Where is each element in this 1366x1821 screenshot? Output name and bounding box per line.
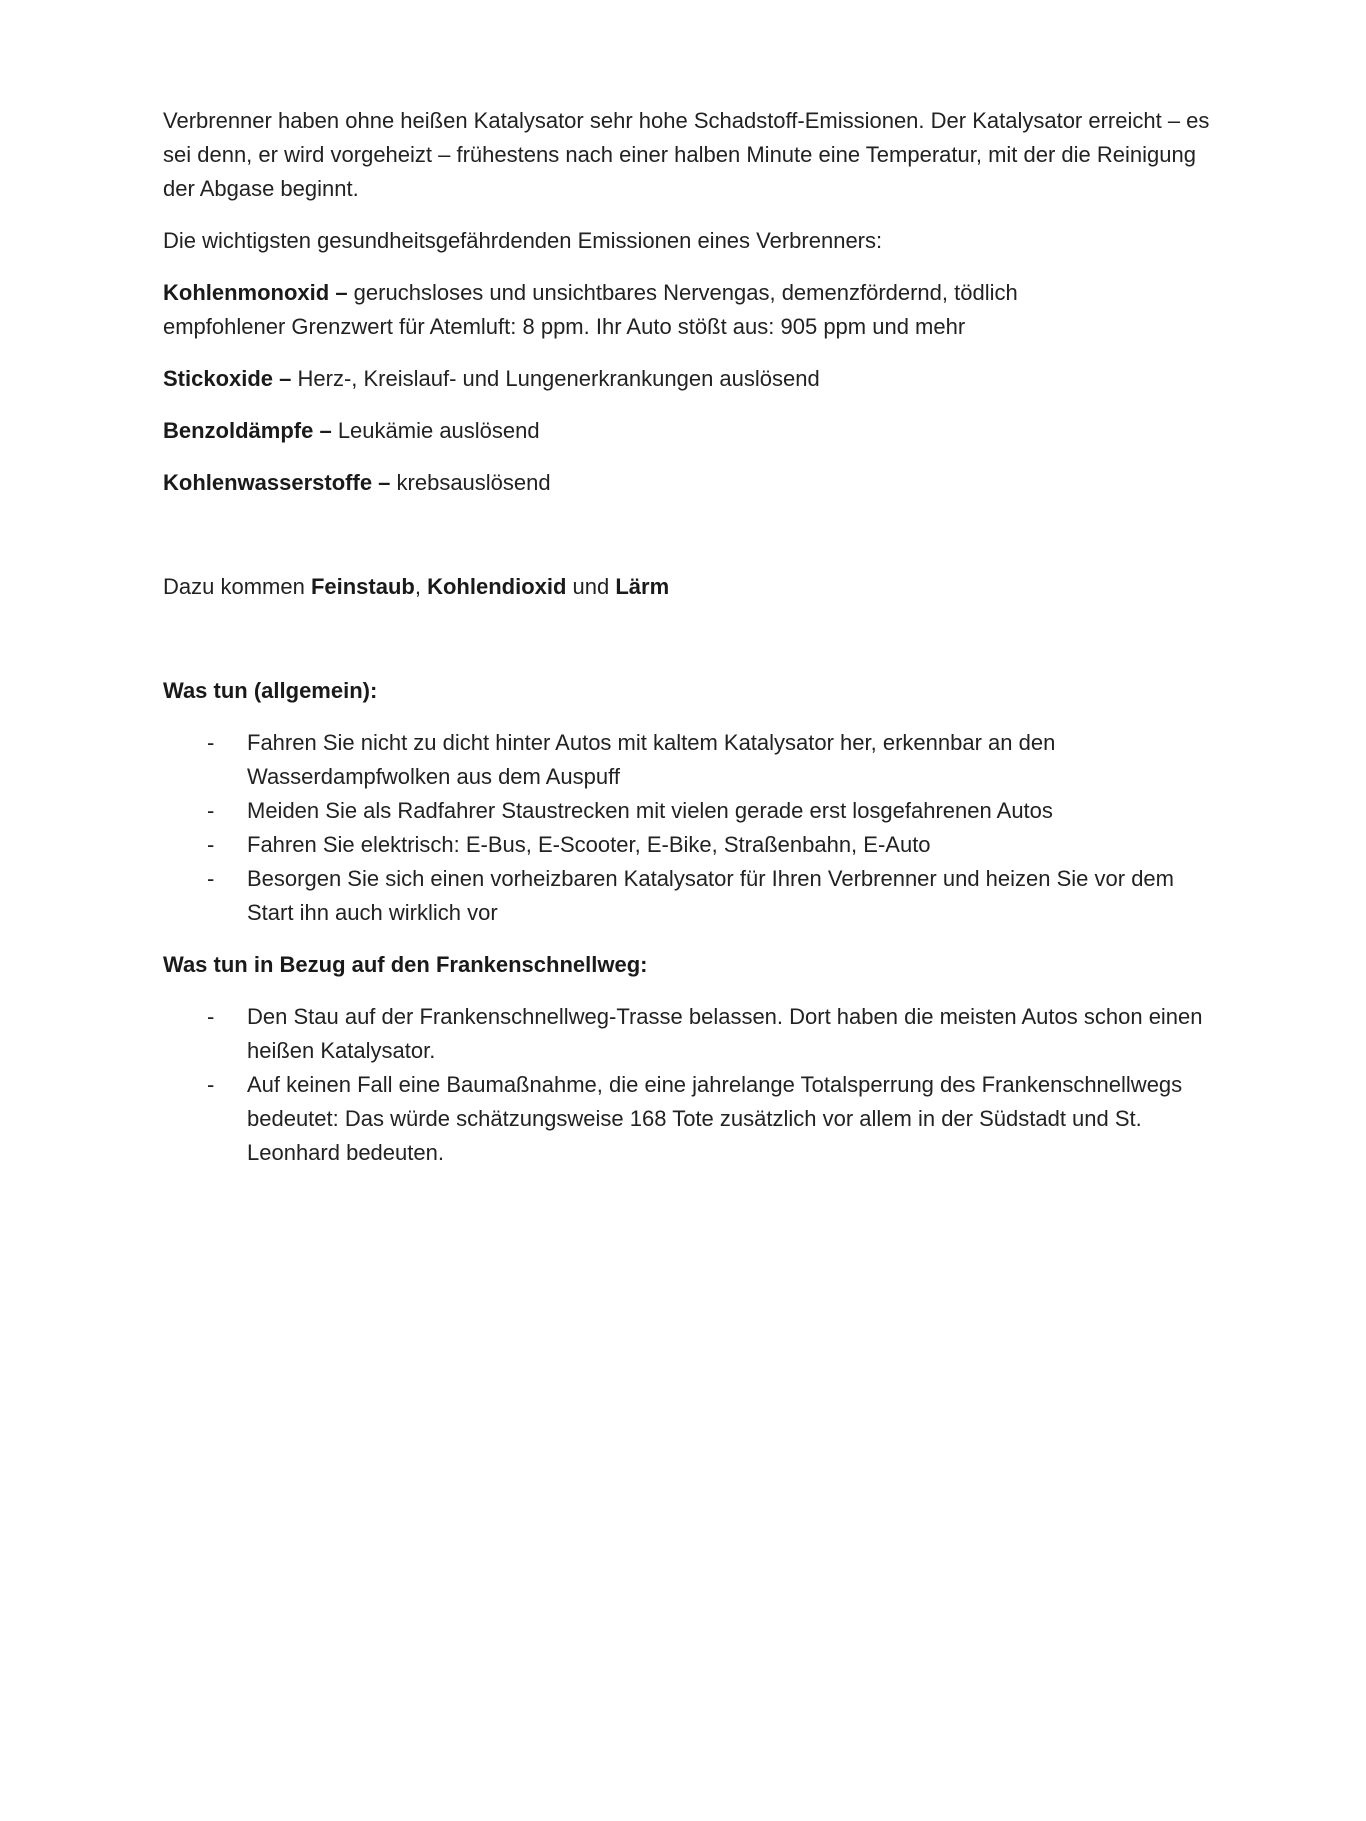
- emission-term: Kohlenwasserstoffe –: [163, 470, 391, 495]
- emission-text: geruchsloses und unsichtbares Nervengas, demenzfördernd, tödlich: [347, 280, 1018, 305]
- additional-pollutants: [163, 570, 1223, 604]
- frankenschnellweg-heading: Was tun in Bezug auf den Frankenschnellweg:: [163, 952, 648, 977]
- list-item: - Fahren Sie nicht zu dicht hinter Autos mit kaltem Katalysator her, erkennbar an den Wasserdampfwolken aus dem Auspuff: [247, 726, 1223, 794]
- list-item: - Den Stau auf der Frankenschnellweg-Trasse belassen. Dort haben die meisten Autos schon einen heißen Katalysator.: [247, 1000, 1223, 1068]
- emission-hydrocarbons: [163, 466, 1223, 500]
- extra-item: Feinstaub: [310, 574, 415, 599]
- emissions-lead: Die wichtigsten gesundheitsgefährdenden Emissionen eines Verbrenners:: [163, 228, 883, 253]
- extra-item: Kohlendioxid: [427, 574, 567, 599]
- emission-benzene: [163, 414, 1223, 448]
- extra-separator: und: [566, 574, 616, 599]
- emission-text: Leukämie auslösend: [331, 418, 540, 443]
- general-heading: Was tun (allgemein):: [163, 678, 378, 703]
- emission-text: Herz-, Kreislauf- und Lungenerkrankungen auslösend: [291, 366, 820, 391]
- list-item: - Besorgen Sie sich einen vorheizbaren Katalysator für Ihren Verbrenner und heizen Sie vor dem Start ihn auch wirklich vor: [247, 862, 1223, 930]
- intro-paragraph: Verbrenner haben ohne heißen Katalysator sehr hohe Schadstoff-Emissionen. Der Katalysator erreicht – es sei denn, er wird vorgeheizt – frühestens nach einer halben Minute eine Temperatur, mit der die Reinigung der Abgase beginnt.: [163, 108, 1210, 201]
- list-item: - Meiden Sie als Radfahrer Staustrecken mit vielen gerade erst losgefahrenen Autos: [247, 794, 1223, 828]
- emission-term: Stickoxide –: [163, 366, 292, 391]
- emission-text: krebsauslösend: [390, 470, 551, 495]
- document-page: [163, 104, 1223, 1188]
- emission-term: Kohlenmonoxid –: [163, 280, 348, 305]
- extra-separator: ,: [414, 574, 428, 599]
- general-list: [163, 726, 1223, 930]
- extra-item: Lärm: [615, 574, 670, 599]
- frankenschnellweg-list: [163, 1000, 1223, 1170]
- emission-nitrogen-oxides: [163, 362, 1223, 396]
- list-item: - Fahren Sie elektrisch: E-Bus, E-Scooter, E-Bike, Straßenbahn, E-Auto: [247, 828, 1223, 862]
- emission-carbon-monoxide: [163, 276, 1223, 344]
- extra-prefix: Dazu kommen: [163, 574, 311, 599]
- emission-term: Benzoldämpfe –: [163, 418, 332, 443]
- list-item: - Auf keinen Fall eine Baumaßnahme, die eine jahrelange Totalsperrung des Frankenschnellwegs bedeutet: Das würde schätzungsweise 168 Tote zusätzlich vor allem in der Südstadt und St. Leonhard bedeuten.: [247, 1068, 1223, 1170]
- emission-text-line2: empfohlener Grenzwert für Atemluft: 8 ppm. Ihr Auto stößt aus: 905 ppm und mehr: [163, 314, 966, 339]
